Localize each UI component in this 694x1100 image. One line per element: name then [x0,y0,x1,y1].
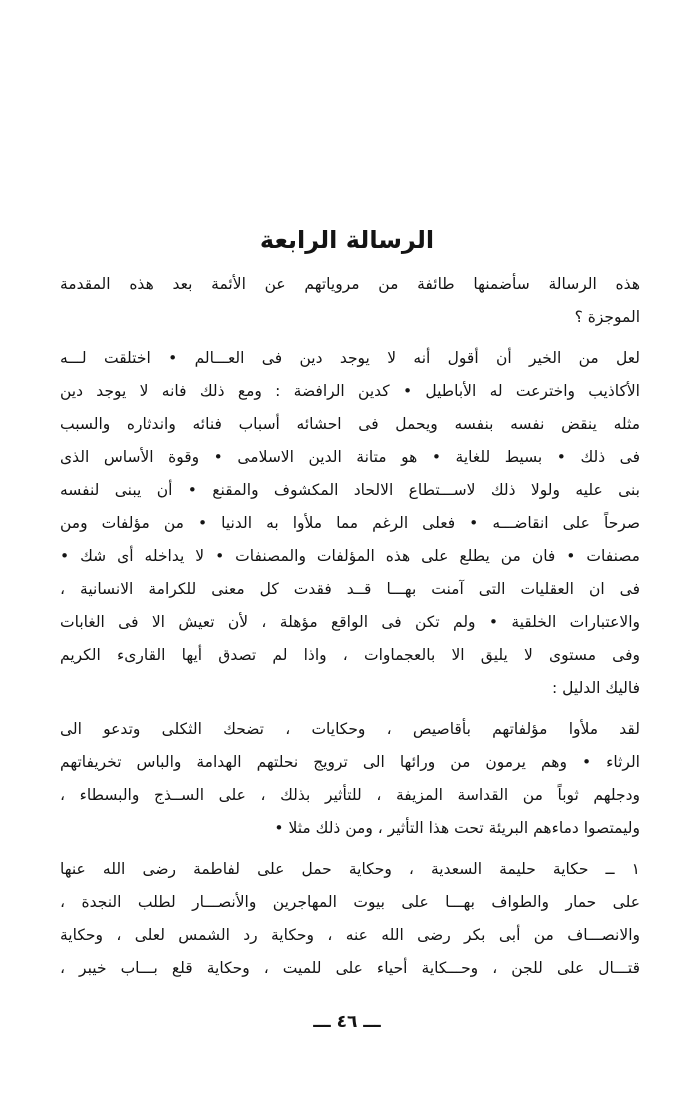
text-line: فى ان العقليات التى آمنت بهـــا قــد فقدت كل معنى للكرامة الانسانية ، [60,580,640,598]
text-line: وليمتصوا دماءهم البريئة تحت هذا التأثير ، ومن ذلك مثلا • [274,819,640,837]
text-line: صرحاً على انقاضـــه • فعلى الرغم مما ملأوا به الدنيا • من مؤلفات ومن [60,514,640,532]
text-line: مثله ينقض نفسه بنفسه ويحمل فى احشائه أسباب فنائه واندثاره والسبب [60,415,640,433]
text-line: والانصـــاف من أبى بكر رضى الله عنه ، وحكاية رد الشمس لعلى ، وحكاية [60,926,640,944]
paragraph-main [60,342,640,705]
text-line: هذه الرسالة سأضمنها طائفة من مروياتهم عن الأئمة بعد هذه المقدمة [60,275,640,293]
text-line: بنى عليه ولولا ذلك لاســـتطاع الالحاد المكشوف والمقنع • أن يبنى لنفسه [60,481,640,499]
text-line: قتـــال على للجن ، وحـــكاية أحياء على للميت ، وحكاية قلع بـــاب خيبر ، [60,959,640,977]
text-line: الرثاء • وهم يرمون من ورائها الى ترويج نحلتهم الهدامة والباس تخريفاتهم [60,753,640,771]
text-line: وفى مستوى لا يليق الا بالعجماوات ، واذا لم تصدق أيها القارىء الكريم [60,646,640,664]
text-line: والاعتبارات الخلقية • ولم تكن فى الواقع مؤهلة ، لأن تعيش الا فى الغابات [60,613,640,631]
text-line: لقد ملأوا مؤلفاتهم بأقاصيص ، وحكايات ، تضحك الثكلى وتدعو الى [60,720,640,738]
text-line: ودجلهم ثوباً من القداسة المزيفة ، للتأثير بذلك ، على الســذج والبسطاء ، [60,786,640,804]
paragraph-evidence [60,713,640,845]
paragraph-item-1 [60,853,640,985]
text-line: الموجزة ؟ [574,308,640,326]
text-line: ١ ــ حكاية حليمة السعدية ، وحكاية حمل على لفاطمة رضى الله عنها [60,860,640,878]
page-number: ـــ ٤٦ ـــ [313,1012,381,1032]
text-line: على حمار والطواف بهـــا على بيوت المهاجرين والأنصـــار لطلب النجدة ، [60,893,640,911]
text-line: فى ذلك • بسيط للغاية • هو متانة الدين الاسلامى • وقوة الأساس الذى [60,448,640,466]
text-line: لعل من الخير أن أقول أنه لا يوجد دين فى العـــالم • اختلقت لـــه [60,349,640,367]
chapter-title: الرسالة الرابعة [259,226,435,254]
body-text [60,268,640,985]
text-line: الأكاذيب واخترعت له الأباطيل • كدين الرافضة : ومع ذلك فانه لا يوجد دين [60,382,640,400]
paragraph-intro [60,268,640,334]
text-line: مصنفات • فان من يطلع على هذه المؤلفات والمصنفات • لا يداخله أى شك • [60,547,640,565]
text-line: فاليك الدليل : [552,679,640,697]
